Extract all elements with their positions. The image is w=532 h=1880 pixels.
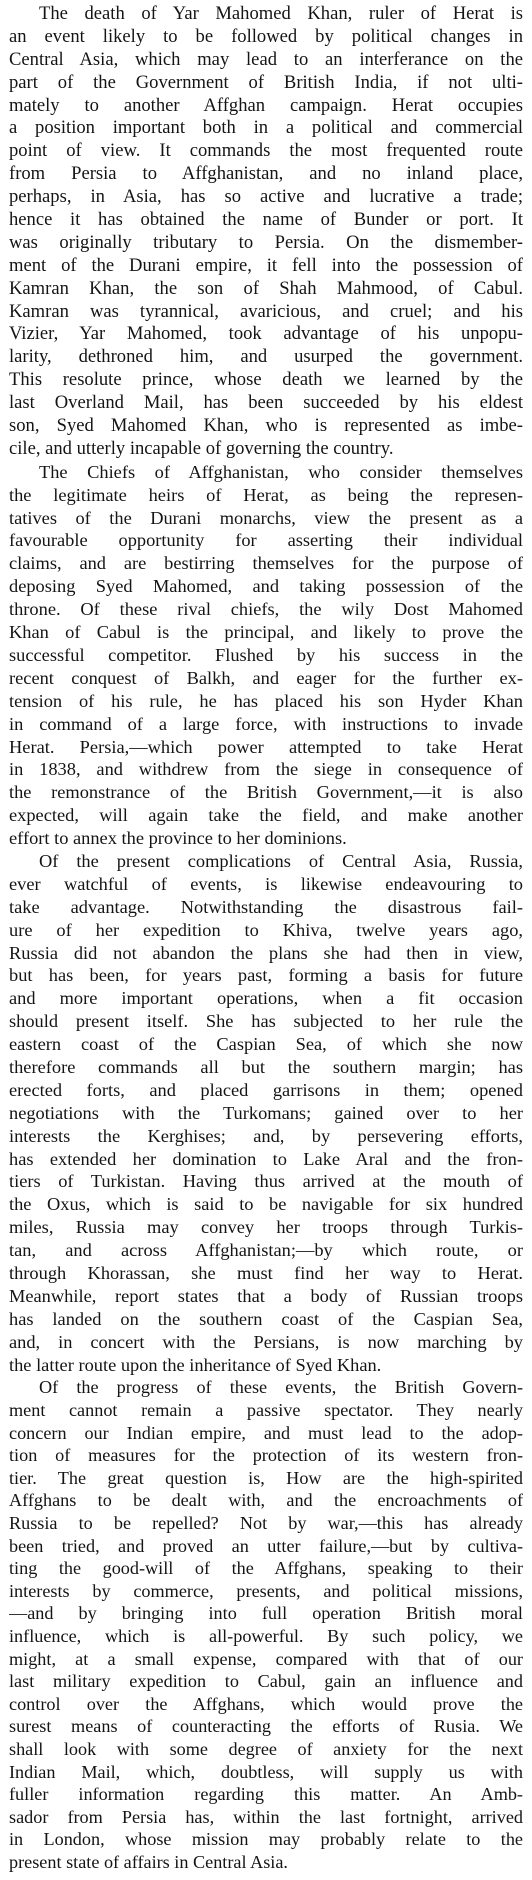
text-line: has landed on the southern coast of the Caspian Sea,: [9, 1308, 523, 1329]
text-line: control over the Affghans, which would prove the: [9, 1693, 523, 1714]
text-line: ment of the Durani empire, it fell into the possession of: [9, 254, 523, 276]
text-line: ure of her expedition to Khiva, twelve years ago,: [9, 919, 523, 940]
text-line: This resolute prince, whose death we learned by the: [9, 369, 523, 391]
text-line: son, Syed Mahomed Khan, who is represented as imbe-: [9, 415, 523, 437]
text-line: perhaps, in Asia, has so active and lucrative a trade;: [9, 186, 523, 208]
text-line: and more important operations, when a fit occasion: [9, 988, 523, 1009]
text-line: present state of affairs in Central Asia.: [9, 1851, 288, 1872]
text-line: Russia did not abandon the plans she had then in view,: [9, 942, 523, 963]
text-line: part of the Government of British India, if not ulti-: [9, 71, 523, 93]
text-line: surest means of counteracting the efforts of Rusia. We: [9, 1716, 523, 1737]
text-line: Central Asia, which may lead to an interferance on the: [9, 48, 523, 70]
article-paragraph: [9, 1376, 523, 1873]
text-line: effort to annex the province to her dominions.: [9, 828, 347, 849]
text-line: expected, will again take the field, and make another: [9, 805, 523, 826]
text-line: Vizier, Yar Mahomed, took advantage of his unpopu-: [9, 323, 523, 345]
text-line: and, in concert with the Persians, is now marching by: [9, 1331, 523, 1352]
article-paragraph: [9, 850, 523, 1376]
text-line: through Khorassan, she must find her way to Herat.: [9, 1262, 523, 1283]
text-line: a position important both in a political and commercial: [9, 117, 523, 139]
text-line: therefore commands all but the southern margin; has: [9, 1056, 523, 1077]
text-line: erected forts, and placed garrisons in them; opened: [9, 1079, 523, 1100]
text-line: tiers of Turkistan. Having thus arrived at the mouth of: [9, 1171, 523, 1192]
text-line: but has been, for years past, forming a basis for future: [9, 965, 523, 986]
text-line: was originally tributary to Persia. On the dismember-: [9, 231, 523, 253]
text-line: in London, whose mission may probably relate to the: [9, 1829, 523, 1850]
text-line: favourable opportunity for asserting their individual: [9, 530, 523, 551]
text-line: Russia to be repelled? Not by war,—this has already: [9, 1513, 523, 1533]
text-line: tension of his rule, he has placed his son Hyder Khan: [9, 690, 523, 711]
text-line: tatives of the Durani monarchs, view the present as a: [9, 507, 523, 528]
text-line: miles, Russia may convey her troops through Turkis-: [9, 1217, 523, 1238]
text-line: tion of measures for the protection of its western fron-: [9, 1445, 523, 1466]
text-line: fuller information regarding this matter. An Amb-: [9, 1784, 523, 1805]
article-body: [9, 3, 523, 1874]
text-line: Kamran was tyrannical, avaricious, and cruel; and his: [9, 300, 523, 322]
text-line: from Persia to Affghanistan, and no inland place,: [9, 163, 523, 185]
text-line: interests the Kerghises; and, by persevering efforts,: [9, 1125, 523, 1146]
text-line: Of the present complications of Central Asia, Russia,: [39, 850, 523, 871]
text-line: Of the progress of these events, the British Govern-: [39, 1377, 523, 1398]
text-line: tier. The great question is, How are the high-spirited: [9, 1467, 523, 1488]
text-line: successful competitor. Flushed by his success in the: [9, 644, 523, 665]
text-line: ment cannot remain a passive spectator. They nearly: [9, 1400, 523, 1421]
text-line: should present itself. She has subjected to her rule the: [9, 1011, 523, 1032]
text-line: shall look with some degree of anxiety for the next: [9, 1738, 523, 1759]
text-line: take advantage. Notwithstanding the disastrous fail-: [9, 896, 523, 917]
text-line: in command of a large force, with instructions to invade: [9, 713, 523, 734]
article-paragraph: [9, 461, 523, 850]
article-paragraph: [9, 3, 523, 461]
text-line: concern our Indian empire, and must lead to the adop-: [9, 1422, 523, 1443]
text-line: the Oxus, which is said to be navigable for six hundred: [9, 1194, 523, 1215]
text-line: an event likely to be followed by political changes in: [9, 25, 523, 47]
text-line: throne. Of these rival chiefs, the wily Dost Mahomed: [9, 599, 523, 620]
text-line: in 1838, and withdrew from the siege in consequence of: [9, 759, 523, 780]
text-line: sador from Persia has, within the last fortnight, arrived: [9, 1806, 523, 1827]
text-line: ever watchful of events, is likewise endeavouring to: [9, 873, 523, 894]
text-line: interests by commerce, presents, and political missions,: [9, 1580, 523, 1601]
text-line: the legitimate heirs of Herat, as being the represen-: [9, 484, 523, 505]
text-line: recent conquest of Balkh, and eager for the further ex-: [9, 667, 523, 688]
text-line: the remonstrance of the British Government,—it is also: [9, 782, 523, 803]
text-line: last Overland Mail, has been succeeded by his eldest: [9, 392, 523, 414]
text-line: Indian Mail, which, doubtless, will supply us with: [9, 1761, 523, 1782]
text-line: Meanwhile, report states that a body of Russian troops: [9, 1285, 523, 1306]
text-line: has extended her domination to Lake Aral and the fron-: [9, 1148, 523, 1169]
text-line: negotiations with the Turkomans; gained over to her: [9, 1102, 523, 1123]
text-line: eastern coast of the Caspian Sea, of which she now: [9, 1034, 523, 1055]
text-line: tan, and across Affghanistan;—by which route, or: [9, 1240, 523, 1261]
text-line: The Chiefs of Affghanistan, who consider themselves: [39, 461, 523, 482]
text-line: Khan of Cabul is the principal, and likely to prove the: [9, 622, 523, 643]
text-line: The death of Yar Mahomed Khan, ruler of Herat is: [39, 3, 523, 24]
text-line: Affghans to be dealt with, and the encroachments of: [9, 1490, 523, 1511]
text-line: the latter route upon the inheritance of Syed Khan.: [9, 1354, 382, 1375]
text-line: —and by bringing into full operation British moral: [9, 1603, 523, 1624]
text-line: hence it has obtained the name of Bunder or port. It: [9, 209, 523, 231]
text-line: Kamran Khan, the son of Shah Mahmood, of Cabul.: [9, 277, 523, 299]
text-line: been tried, and proved an utter failure,—but by cultiva-: [9, 1535, 523, 1556]
text-line: influence, which is all-powerful. By such policy, we: [9, 1625, 523, 1646]
text-line: might, at a small expense, compared with that of our: [9, 1648, 523, 1669]
text-line: Herat. Persia,—which power attempted to take Herat: [9, 736, 523, 757]
text-line: cile, and utterly incapable of governing the country.: [9, 437, 394, 459]
text-line: point of view. It commands the most frequented route: [9, 140, 523, 162]
text-line: mately to another Affghan campaign. Herat occupies: [9, 94, 523, 116]
text-line: claims, and are bestirring themselves for the purpose of: [9, 553, 523, 574]
text-line: ting the good-will of the Affghans, speaking to their: [9, 1558, 523, 1579]
text-line: larity, dethroned him, and usurped the government.: [9, 346, 523, 368]
text-line: last military expedition to Cabul, gain an influence and: [9, 1671, 523, 1692]
text-line: deposing Syed Mahomed, and taking possession of the: [9, 576, 523, 597]
